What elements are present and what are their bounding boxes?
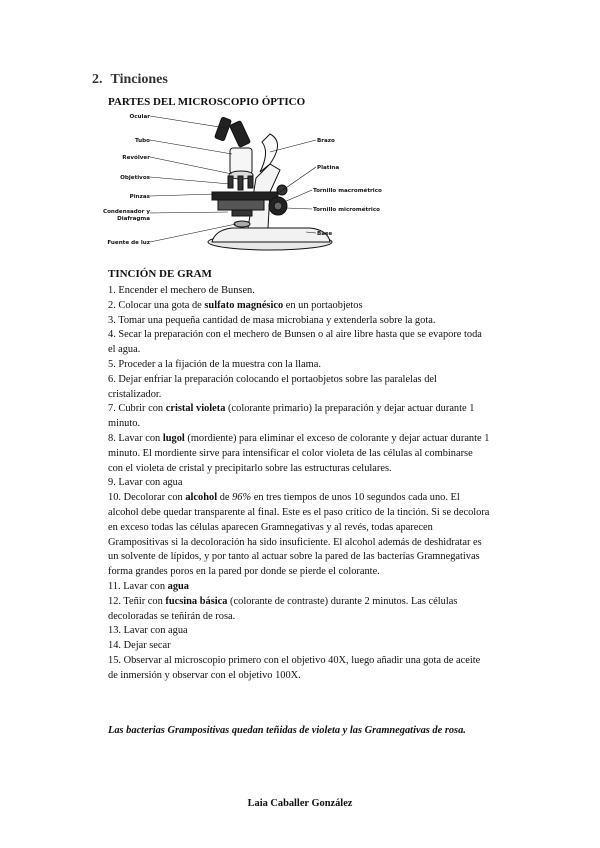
label-base: Base <box>317 231 333 237</box>
label-objetivos: Objetivos <box>120 175 150 181</box>
label-brazo: Brazo <box>317 138 335 144</box>
step-text: en tres tiempos de unos 10 segundos cada uno. El alcohol debe quedar transparente al final. Este es el paso crítico de la tinción. Si se decolora en exceso todas las células aparecen Gramnegativas y al revés, todas aparecen Grampositivas si la decoloración ha sido insuficiente. El alcohol además de deshidratar es un solvente de lípidos, y por tanto al actuar sobre la pared de las bacterias Gramnegativas forma grandes poros en la pared por donde se pierde el colorante. <box>108 492 490 578</box>
label-tornillo-micrometrico: Tornillo micrométrico <box>313 207 380 213</box>
step-text: (colorante primario) la preparación y dejar actuar durante 1 minuto. <box>108 403 475 430</box>
step-text: 14. Dejar secar <box>108 640 171 652</box>
step-text: de <box>217 492 233 504</box>
label-tubo: Tubo <box>134 138 150 144</box>
gram-step <box>108 284 490 299</box>
step-italic-term: 96% <box>232 492 252 504</box>
section-title: Tinciones <box>110 72 168 87</box>
step-text: 10. Decolorar con <box>108 492 186 504</box>
microscope-heading: PARTES DEL MICROSCOPIO ÓPTICO <box>108 96 306 108</box>
step-text: 5. Proceder a la fijación de la muestra con la llama. <box>108 358 321 370</box>
step-bold-term: cristal violeta <box>165 403 226 415</box>
gram-step <box>108 491 490 580</box>
gram-step <box>108 358 490 373</box>
step-text: 13. Lavar con agua <box>108 625 188 637</box>
gram-step <box>108 624 490 639</box>
step-text: en un portaobjetos <box>283 299 363 311</box>
author-name: Laia Caballer González <box>247 798 353 809</box>
step-text: 12. Teñir con <box>108 595 166 607</box>
microscope-figure <box>102 112 390 254</box>
label-ocular: Ocular <box>129 114 150 120</box>
gram-step <box>108 639 490 654</box>
step-bold-term: fucsina básica <box>165 595 228 607</box>
gram-step <box>108 432 490 476</box>
gram-conclusion: Las bacterias Grampositivas quedan teñidas de violeta y las Gramnegativas de rosa. <box>108 725 466 736</box>
gram-step <box>108 373 490 403</box>
step-text: 2. Colocar una gota de <box>108 299 205 311</box>
gram-step <box>108 654 490 684</box>
step-text: 9. Lavar con agua <box>108 477 183 489</box>
step-bold-term: agua <box>167 580 189 592</box>
step-bold-term: lugol <box>162 432 185 444</box>
step-text: 3. Tomar una pequeña cantidad de masa microbiana y extenderla sobre la gota. <box>108 314 436 326</box>
gram-step <box>108 299 490 314</box>
gram-step <box>108 595 490 625</box>
step-text: 8. Lavar con <box>108 432 163 444</box>
label-tornillo-macrometrico: Tornillo macrométrico <box>313 188 382 194</box>
step-text: (colorante de contraste) durante 2 minutos. Las células decoloradas se teñirán de rosa. <box>108 595 458 622</box>
step-text: 6. Dejar enfriar la preparación colocando el portaobjetos sobre las paralelas del cristalizador. <box>108 373 437 400</box>
gram-step <box>108 328 490 358</box>
section-heading <box>92 72 168 88</box>
step-bold-term: sulfato magnésico <box>204 299 284 311</box>
gram-steps-list <box>108 284 490 684</box>
label-condensador: Condensador y <box>102 209 150 215</box>
step-text: 7. Cubrir con <box>108 403 166 415</box>
step-text: 1. Encender el mechero de Bunsen. <box>108 285 255 296</box>
step-bold-term: alcohol <box>185 492 218 504</box>
step-text: 11. Lavar con <box>108 580 168 592</box>
label-pinzas: Pinzas <box>129 194 150 200</box>
gram-step <box>108 402 490 432</box>
gram-step <box>108 314 490 329</box>
step-text: 15. Observar al microscopio primero con el objetivo 40X, luego añadir una gota de aceite de inmersión y observar con el objetivo 100X. <box>108 654 481 681</box>
gram-step <box>108 580 490 595</box>
step-text: (mordiente) para eliminar el exceso de colorante y dejar actuar durante 1 minuto. El mordiente sirve para intensificar el color violeta de las células al combinarse con el violeta de cristal y precipitarlo sobre las estructuras celulares. <box>108 432 490 474</box>
gram-heading: TINCIÓN DE GRAM <box>108 268 212 280</box>
step-text: 4. Secar la preparación con el mechero de Bunsen o al aire libre hasta que se evapore toda el agua. <box>108 329 482 356</box>
section-number: 2. <box>92 72 103 87</box>
label-platina: Platina <box>317 165 340 171</box>
label-revolver: Revólver <box>122 155 150 161</box>
gram-step <box>108 476 490 491</box>
label-fuente-de-luz: Fuente de luz <box>107 240 150 246</box>
label-diafragma: Diafragma <box>117 216 150 222</box>
